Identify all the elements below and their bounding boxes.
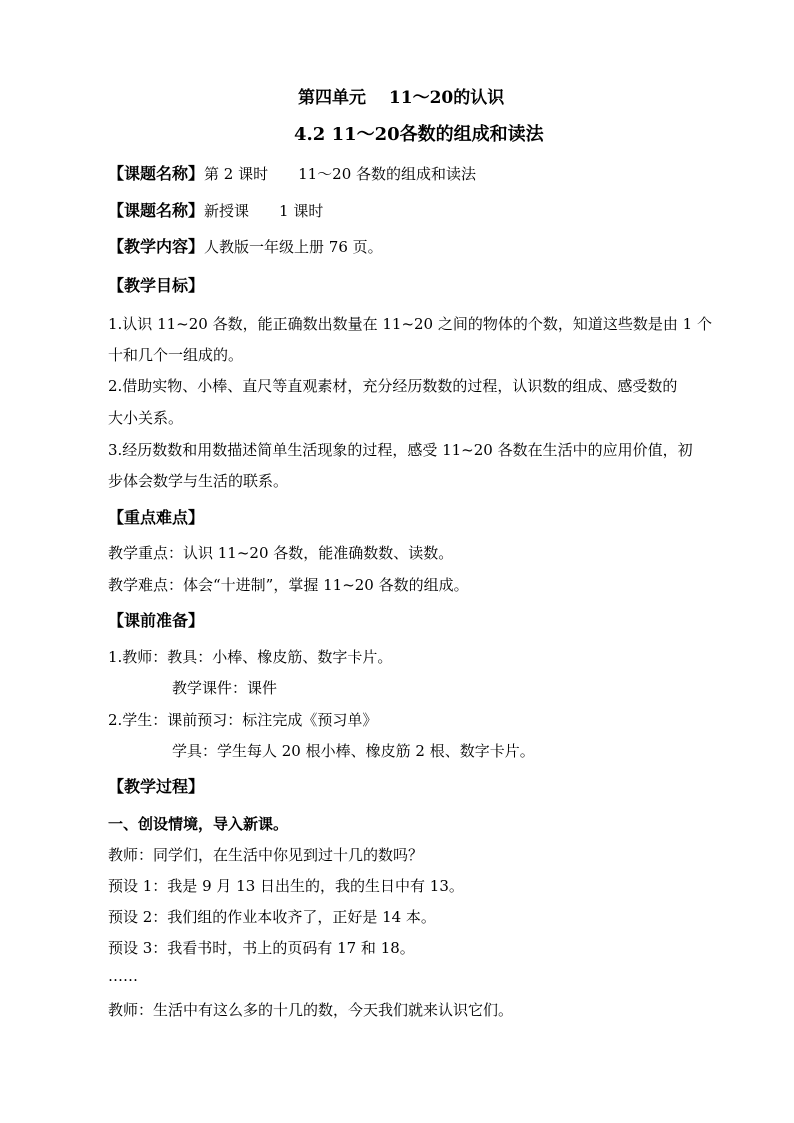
process-line: 教师：同学们，在生活中你见到过十几的数吗？ — [108, 846, 424, 864]
prep-teacher: 1.教师：教具：小棒、橡皮筋、数字卡片。 — [108, 648, 393, 666]
process-line: 预设 2：我们组的作业本收齐了，正好是 14 本。 — [108, 908, 436, 926]
goal-3-line-2: 步体会数学与生活的联系。 — [108, 472, 289, 490]
section-header-process: 【教学过程】 — [108, 777, 205, 796]
goal-2-line-1: 2.借助实物、小棒、直尺等直观素材，充分经历数数的过程，认识数的组成、感受数的 — [108, 377, 678, 395]
unit-title: 第四单元 11～20的认识 — [298, 88, 505, 108]
goal-1-line-1: 1.认识 11~20 各数，能正确数出数量在 11~20 之间的物体的个数，知道这些数是由 1 个 — [108, 315, 712, 333]
prep-student: 2.学生：课前预习：标注完成《预习单》 — [108, 711, 378, 729]
process-line: 预设 1：我是 9 月 13 日出生的，我的生日中有 13。 — [108, 877, 464, 895]
meta-row-3 — [108, 237, 383, 257]
key-difficulty: 教学难点：体会“十进制”，掌握 11~20 各数的组成。 — [108, 576, 469, 594]
prep-student-tools: 学具：学生每人 20 根小棒、橡皮筋 2 根、数字卡片。 — [172, 742, 535, 760]
meta-label: 【教学内容】 — [108, 237, 205, 256]
section-header-key-points: 【重点难点】 — [108, 508, 205, 527]
meta-row-1 — [108, 164, 476, 184]
prep-teacher-ware: 教学课件：课件 — [172, 679, 278, 697]
meta-text: 第 2 课时 11～20 各数的组成和读法 — [204, 165, 477, 183]
goal-3-line-1: 3.经历数数和用数描述简单生活现象的过程，感受 11~20 各数在生活中的应用价值，初 — [108, 441, 693, 459]
meta-row-2 — [108, 201, 323, 221]
process-section-1-title: 一、创设情境，导入新课。 — [108, 815, 289, 833]
meta-text: 人教版一年级上册 76 页。 — [204, 238, 383, 256]
goal-2-line-2: 大小关系。 — [108, 409, 184, 427]
lesson-title: 4.2 11～20各数的组成和读法 — [294, 124, 544, 145]
goal-1-line-2: 十和几个一组成的。 — [108, 346, 244, 364]
meta-text: 新授课 1 课时 — [204, 202, 324, 220]
key-focus: 教学重点：认识 11~20 各数，能准确数数、读数。 — [108, 544, 454, 562]
section-header-prep: 【课前准备】 — [108, 611, 205, 630]
meta-label: 【课题名称】 — [108, 164, 205, 183]
process-line: …… — [108, 967, 138, 985]
process-line: 预设 3：我看书时，书上的页码有 17 和 18。 — [108, 939, 415, 957]
meta-label: 【课题名称】 — [108, 201, 205, 220]
process-line: 教师：生活中有这么多的十几的数，今天我们就来认识它们。 — [108, 1001, 514, 1019]
section-header-goals: 【教学目标】 — [108, 276, 205, 295]
